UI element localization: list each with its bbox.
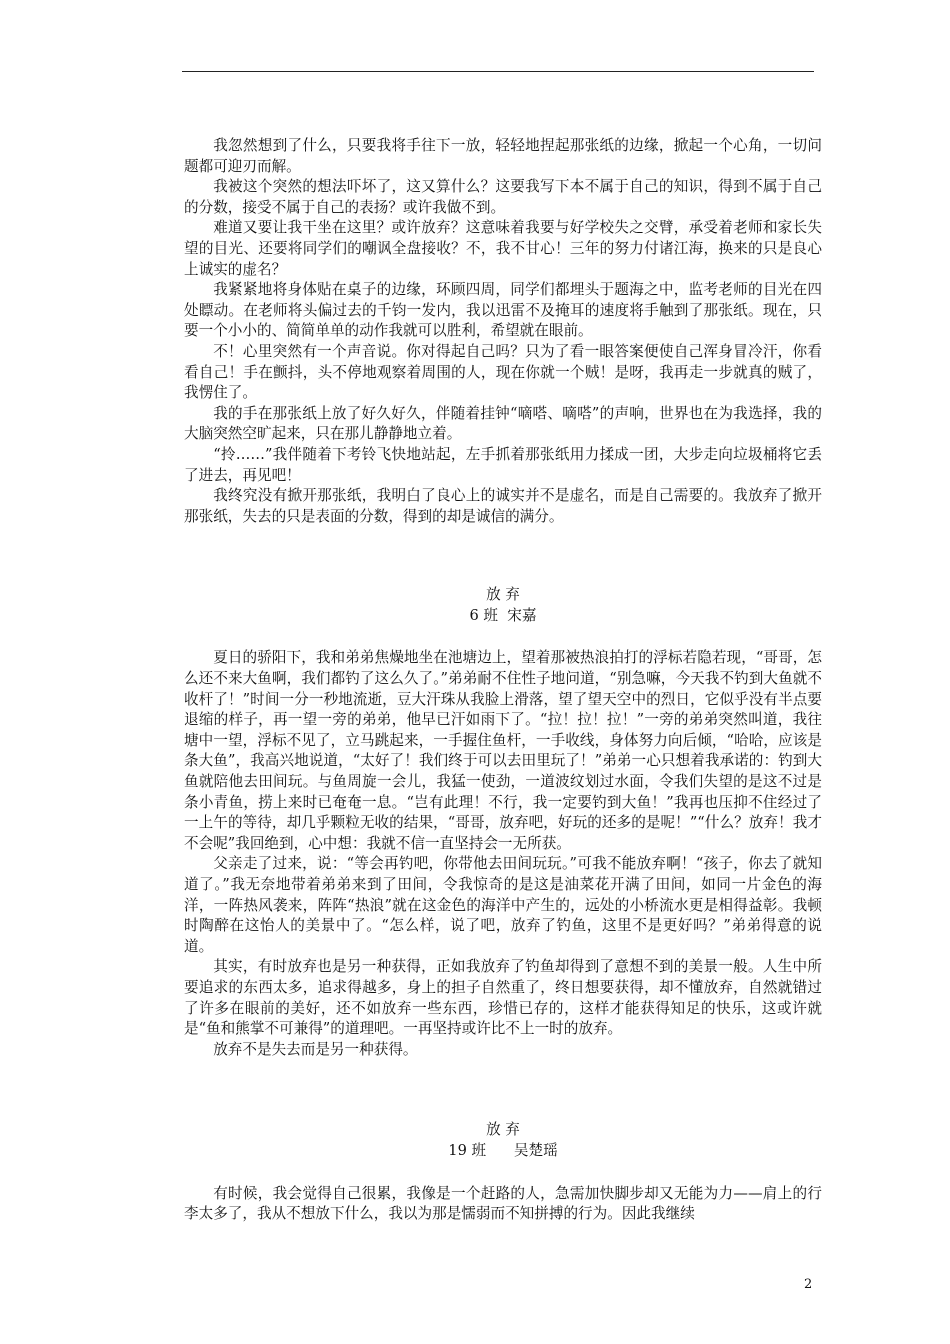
document-body (184, 136, 822, 1225)
essay-2 (184, 585, 822, 1060)
paragraph: 放弃不是失去而是另一种获得。 (213, 1040, 418, 1058)
essay-1 (184, 136, 822, 527)
paragraph: 我忽然想到了什么，只要我将手往下一放，轻轻地捏起那张纸的边缘，掀起一个心角，一切问题都可迎刃而解。 (184, 137, 822, 175)
paragraph: 我的手在那张纸上放了好久好久，伴随着挂钟“嘀嗒、嘀嗒”的声响，世界也在为我选择，我的大脑突然空旷起来，只在那儿静静地立着。 (184, 404, 822, 443)
paragraph: 不！心里突然有一个声音说。你对得起自己吗？只为了看一眼答案便使自己浑身冒冷汗，你看看自己！手在颤抖，头不停地观察着周围的人，现在你就一个贼！是呀，我再走一步就真的贼了，我愣住了。 (184, 342, 822, 402)
essay-title: 放 弃 (486, 1121, 520, 1139)
paragraph: 我被这个突然的想法吓坏了，这又算什么？这要我写下本不属于自己的知识，得到不属于自己的分数，接受不属于自己的表扬？或许我做不到。 (184, 178, 822, 216)
essay-author: 6 班 宋嘉 (469, 606, 537, 624)
essay-author: 19 班 吴楚瑶 (448, 1141, 558, 1159)
paragraph: 其实，有时放弃也是另一种获得，正如我放弃了钓鱼却得到了意想不到的美景一般。人生中所要追求的东西太多，追求得越多，身上的担子自然重了，终日想要获得，却不懂放弃，自然就错过了许多在眼前的美好，还不如放弃一些东西，珍惜已存的，这样才能获得知足的快乐，这或许就是“鱼和熊掌不可兼得”的道理吧。一再坚持或许比不上一时的放弃。 (184, 958, 822, 1038)
header-rule (182, 71, 814, 72)
page-number: 2 (804, 1277, 813, 1292)
paragraph: “拎……”我伴随着下考铃飞快地站起，左手抓着那张纸用力揉成一团，大步走向垃圾桶将它丢了进去，再见吧！ (184, 445, 822, 484)
paragraph: 我终究没有掀开那张纸，我明白了良心上的诚实并不是虚名，而是自己需要的。我放弃了掀开那张纸，失去的只是表面的分数，得到的却是诚信的满分。 (184, 487, 822, 525)
paragraph: 有时候，我会觉得自己很累，我像是一个赶路的人，急需加快脚步却又无能为力——肩上的行李太多了，我从不想放下什么，我以为那是懦弱而不知拼搏的行为。因此我继续 (184, 1184, 822, 1223)
paragraph: 难道又要让我干坐在这里？或许放弃？这意味着我要与好学校失之交臂，承受着老师和家长失望的目光、还要将同学们的嘲讽全盘接收？不，我不甘心！三年的努力付诸江海，换来的只是良心上诚实的虚名？ (184, 219, 822, 278)
paragraph: 我紧紧地将身体贴在桌子的边缘，环顾四周，同学们都埋头于题海之中，监考老师的目光在四处瞟动。在老师将头偏过去的千钧一发内，我以迅雷不及掩耳的速度将手触到了那张纸。现在，只要一个小小的、简简单单的动作我就可以胜利，希望就在眼前。 (184, 281, 822, 340)
essay-3 (184, 1120, 822, 1224)
paragraph: 父亲走了过来，说：“等会再钓吧，你带他去田间玩玩。”可我不能放弃啊！“孩子，你去了就知道了。”我无奈地带着弟弟来到了田间，令我惊奇的是这是油菜花开满了田间，如同一片金色的海洋，一阵热风袭来，阵阵“热浪”就在这金色的海洋中产生的，远处的小桥流水更是相得益彰。我顿时陶醉在这怡人的美景中了。“怎么样，说了吧，放弃了钓鱼，这里不是更好吗？”弟弟得意的说道。 (184, 855, 822, 955)
paragraph: 夏日的骄阳下，我和弟弟焦燥地坐在池塘边上，望着那被热浪拍打的浮标若隐若现，“哥哥，怎么还不来大鱼啊，我们都钓了这么久了。”弟弟耐不住性子地问道，“别急嘛，今天我不钓到大鱼就不收杆了！”时间一分一秒地流逝，豆大汗珠从我脸上滑落，望了望天空中的烈日，它似乎没有半点要退缩的样子，再一望一旁的弟弟，他早已汗如雨下了。“拉！拉！拉！”一旁的弟弟突然叫道，我往塘中一望，浮标不见了，立马跳起来，一手握住鱼杆，一手收线，身体努力向后倾，“哈哈，应该是条大鱼”，我高兴地说道，“太好了！我们终于可以去田里玩了！”弟弟一心只想着我承诺的：钓到大鱼就陪他去田间玩。与鱼周旋一会儿，我猛一使劲，一道波纹划过水面，令我们失望的是这不过是条小青鱼，捞上来时已奄奄一息。“岂有此理！不行，我一定要钓到大鱼！”我再也压抑不住经过了一上午的等待，却几乎颗粒无收的结果，“哥哥，放弃吧，好玩的还多的是呢！”“什么？放弃！我才不会呢”我回绝到，心中想：我就不信一直坚持会一无所获。 (184, 649, 822, 852)
essay-title: 放 弃 (486, 586, 520, 604)
